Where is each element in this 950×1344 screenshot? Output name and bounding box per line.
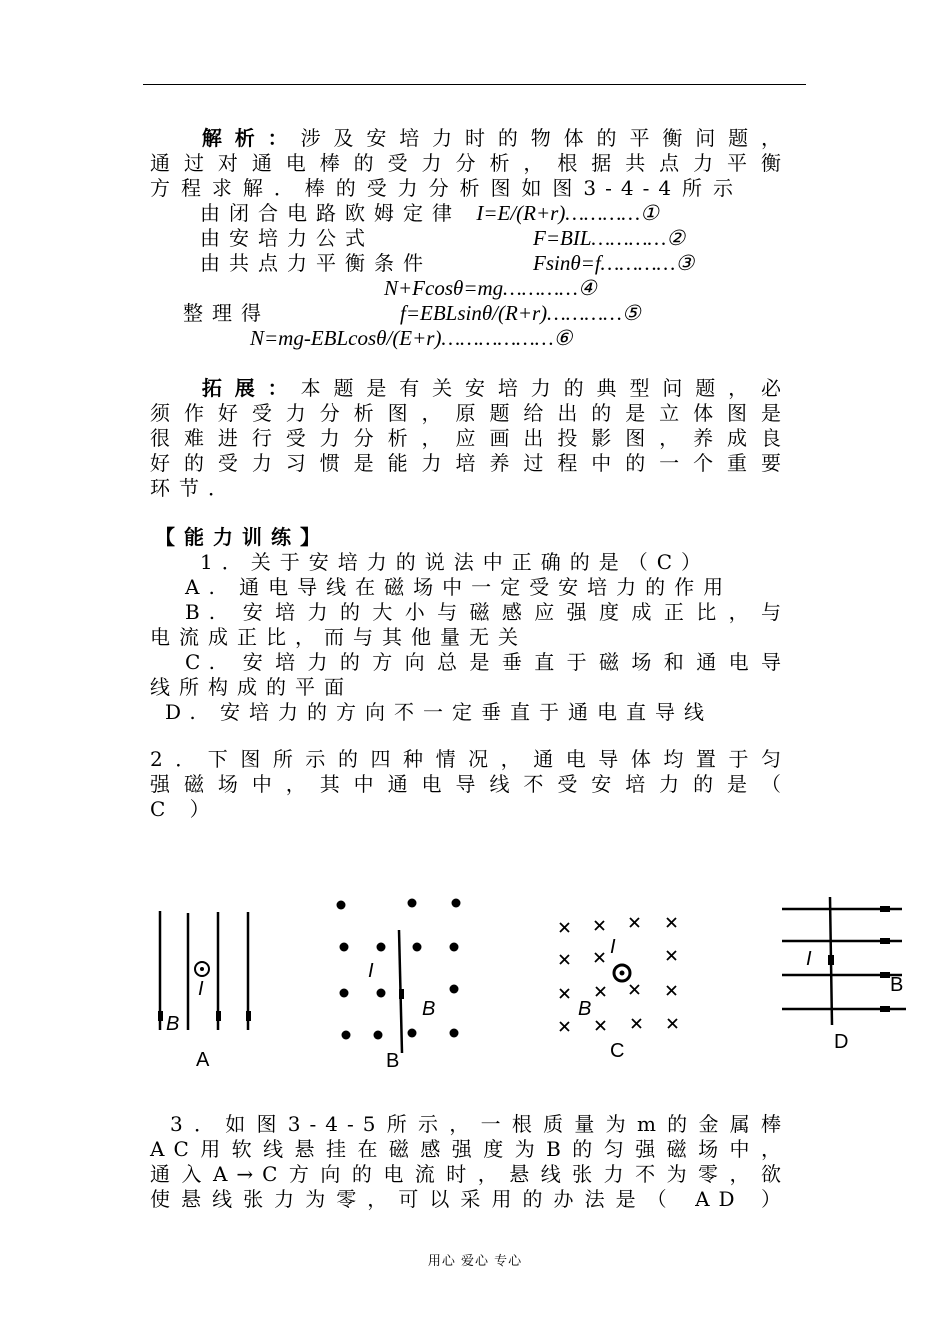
cross-field-icon [550, 885, 700, 1075]
equation-1: I=E/(R+r)…………① [476, 201, 659, 225]
svg-text:B: B [578, 998, 592, 1020]
q1-option-c-line-1: C. 安培力的方向总是垂直于磁场和通电导 [185, 650, 790, 674]
svg-text:I: I [198, 978, 204, 1000]
page-footer: 用心 爱心 专心 [427, 1254, 523, 1269]
training-title: 【能力训练】 [155, 525, 329, 549]
svg-text:B: B [890, 974, 904, 996]
figure-b [326, 885, 476, 1075]
equation-2-row: 由安培力公式 [200, 226, 374, 250]
extension-line-1: 拓展：本题是有关安培力的典型问题，必 [198, 376, 791, 400]
extension-label: 拓展： [198, 376, 301, 400]
extension-line-4: 好的受力习惯是能力培养过程中的一个重要 [150, 451, 790, 475]
q1-option-d: D. 安培力的方向不一定垂直于通电直导线 [165, 700, 714, 724]
q1-option-c-line-2: 线所构成的平面 [150, 675, 353, 699]
q1-option-a: A. 通电导线在磁场中一定受安培力的作用 [185, 575, 733, 599]
equation-5-row: 整理得 [183, 301, 270, 325]
svg-text:I: I [806, 948, 812, 970]
figure-d [780, 885, 910, 1075]
svg-text:I: I [368, 960, 374, 982]
q1-option-b-line-1: B. 安培力的大小与磁感应强度成正比，与 [185, 600, 790, 624]
equation-2: F=BIL…………② [533, 226, 686, 250]
analysis-label: 解析： [198, 126, 301, 150]
q2-line-3: C ） [150, 797, 219, 821]
extension-line-5: 环节． [150, 476, 237, 500]
equation-1-row: 由闭合电路欧姆定律 I=E/(R+r)…………① [200, 201, 659, 225]
svg-text:B: B [386, 1050, 400, 1072]
svg-text:B: B [422, 998, 436, 1020]
analysis-line-1: 解析：涉及安培力时的物体的平衡问题， [198, 126, 791, 150]
svg-text:B: B [166, 1013, 180, 1035]
equation-4: N+Fcosθ=mg…………④ [384, 276, 597, 300]
svg-text:A: A [196, 1049, 210, 1071]
horizontal-field-lines-icon [780, 885, 910, 1075]
dot-field-icon [326, 885, 476, 1075]
equation-3: Fsinθ=f…………③ [533, 251, 695, 275]
analysis-line-2: 通过对通电棒的受力分析，根据共点力平衡 [150, 151, 790, 175]
extension-line-2: 须作好受力分析图，原题给出的是立体图是 [150, 401, 790, 425]
q3-line-2: AC用软线悬挂在磁感强度为B的匀强磁场中， [150, 1137, 790, 1161]
svg-text:C: C [610, 1040, 625, 1062]
q1-option-b-line-2: 电流成正比，而与其他量无关 [150, 625, 527, 649]
equation-6: N=mg-EBLcosθ/(E+r)………………⑥ [250, 326, 573, 350]
equation-3-row: 由共点力平衡条件 [200, 251, 432, 275]
q2-line-1: 2．下图所示的四种情况，通电导体均置于匀 [150, 747, 790, 771]
svg-text:D: D [834, 1031, 849, 1053]
header-rule [143, 84, 806, 85]
vertical-field-lines-icon [148, 885, 268, 1075]
q3-line-3: 通入A→C方向的电流时，悬线张力不为零，欲 [150, 1162, 790, 1186]
figure-c [550, 885, 700, 1075]
extension-line-3: 很难进行受力分析，应画出投影图，养成良 [150, 426, 790, 450]
q3-line-1: 3．如图3-4-5所示，一根质量为m的金属棒 [170, 1112, 790, 1136]
q2-line-2: 强磁场中，其中通电导线不受安培力的是（ [150, 772, 790, 796]
equation-5: f=EBLsinθ/(R+r)…………⑤ [400, 301, 641, 325]
q3-line-4: 使悬线张力为零，可以采用的办法是（ AD ） [150, 1187, 790, 1211]
figure-a [148, 885, 268, 1075]
q1-stem: 1．关于安培力的说法中正确的是（C） [200, 550, 711, 574]
svg-text:I: I [610, 936, 616, 958]
analysis-line-3: 方程求解．棒的受力分析图如图3-4-4所示 [150, 176, 742, 200]
